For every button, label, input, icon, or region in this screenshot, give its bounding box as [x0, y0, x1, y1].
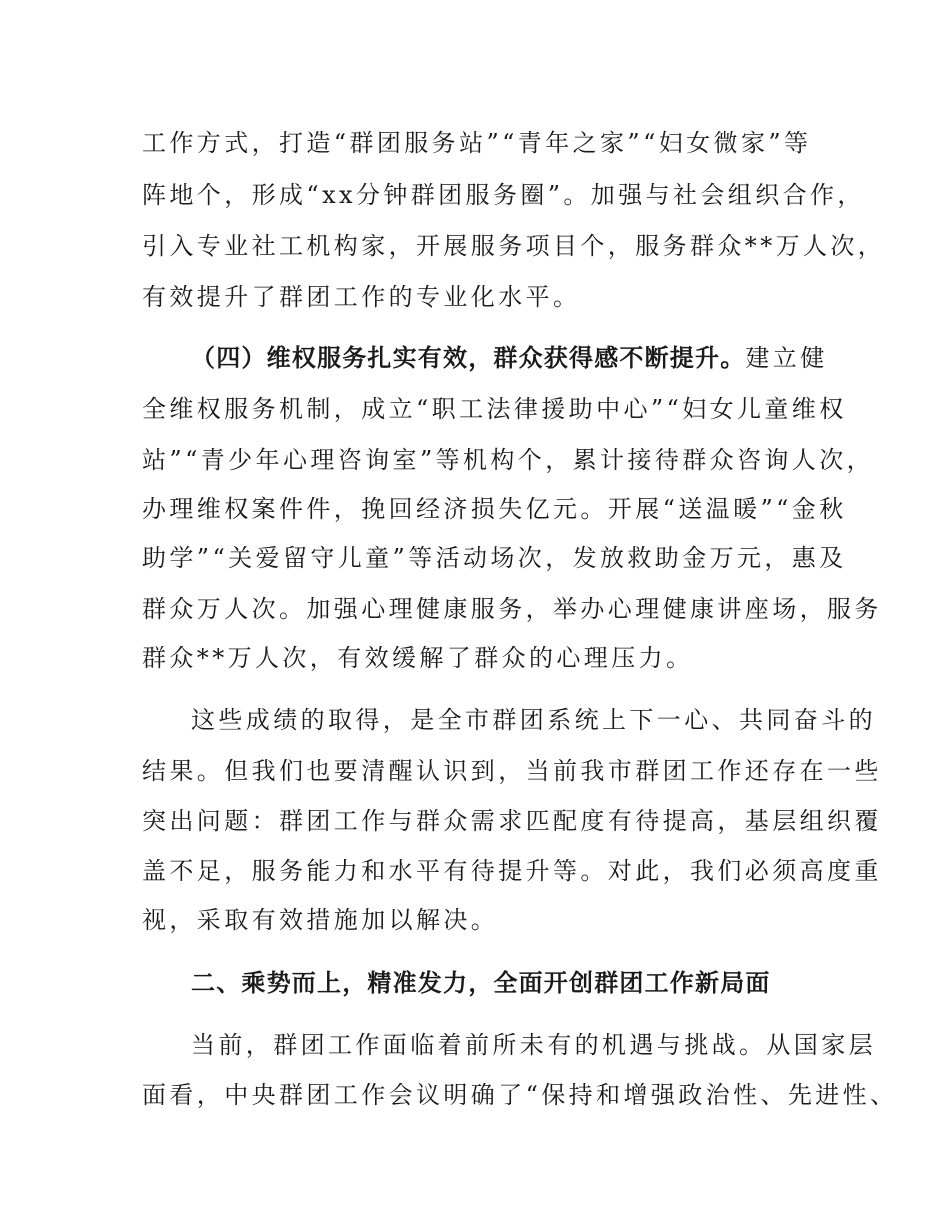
paragraph-line: 工作方式，打造“群团服务站”“青年之家”“妇女微家”等 [142, 129, 812, 157]
section-subheading: （四）维权服务扎实有效，群众获得感不断提升。 [191, 344, 746, 372]
paragraph-line: 全维权服务机制，成立“职工法律援助中心”“妇女儿童维权 [142, 395, 847, 423]
paragraph-line: 突出问题：群团工作与群众需求匹配度有待提高，基层组织覆 [142, 807, 882, 835]
paragraph-line: 引入专业社工机构家，开展服务项目个，服务群众**万人次， [142, 232, 886, 260]
paragraph-line: 群众万人次。加强心理健康服务，举办心理健康讲座场，服务 [142, 595, 882, 623]
paragraph-text: 建立健 [745, 344, 828, 372]
paragraph-line: 阵地个，形成“xx分钟群团服务圈”。加强与社会组织合作， [142, 181, 865, 209]
paragraph-line: 有效提升了群团工作的专业化水平。 [142, 283, 581, 311]
paragraph-line: 面看，中央群团工作会议明确了“保持和增强政治性、先进性、 [142, 1081, 898, 1109]
paragraph-line: 办理维权案件件，挽回经济损失亿元。开展“送温暖”“金秋 [142, 495, 847, 523]
paragraph-line: 助学”“关爱留守儿童”等活动场次，发放救助金万元，惠及 [142, 544, 847, 572]
paragraph-line: 结果。但我们也要清醒认识到，当前我市群团工作还存在一些 [142, 757, 882, 785]
paragraph-first-line [191, 343, 828, 373]
paragraph-line: 视，采取有效措施加以解决。 [142, 906, 499, 934]
paragraph-line: 群众**万人次，有效缓解了群众的心理压力。 [142, 644, 694, 672]
paragraph-line: 站”“青少年心理咨询室”等机构个，累计接待群众咨询人次， [142, 446, 875, 474]
paragraph-line: 这些成绩的取得，是全市群团系统上下一心、共同奋斗的 [191, 706, 876, 734]
section-heading: 二、乘势而上，精准发力，全面开创群团工作新局面 [191, 969, 771, 997]
paragraph-line: 盖不足，服务能力和水平有待提升等。对此，我们必须高度重 [142, 857, 882, 885]
paragraph-line: 当前，群团工作面临着前所未有的机遇与挑战。从国家层 [191, 1031, 876, 1059]
